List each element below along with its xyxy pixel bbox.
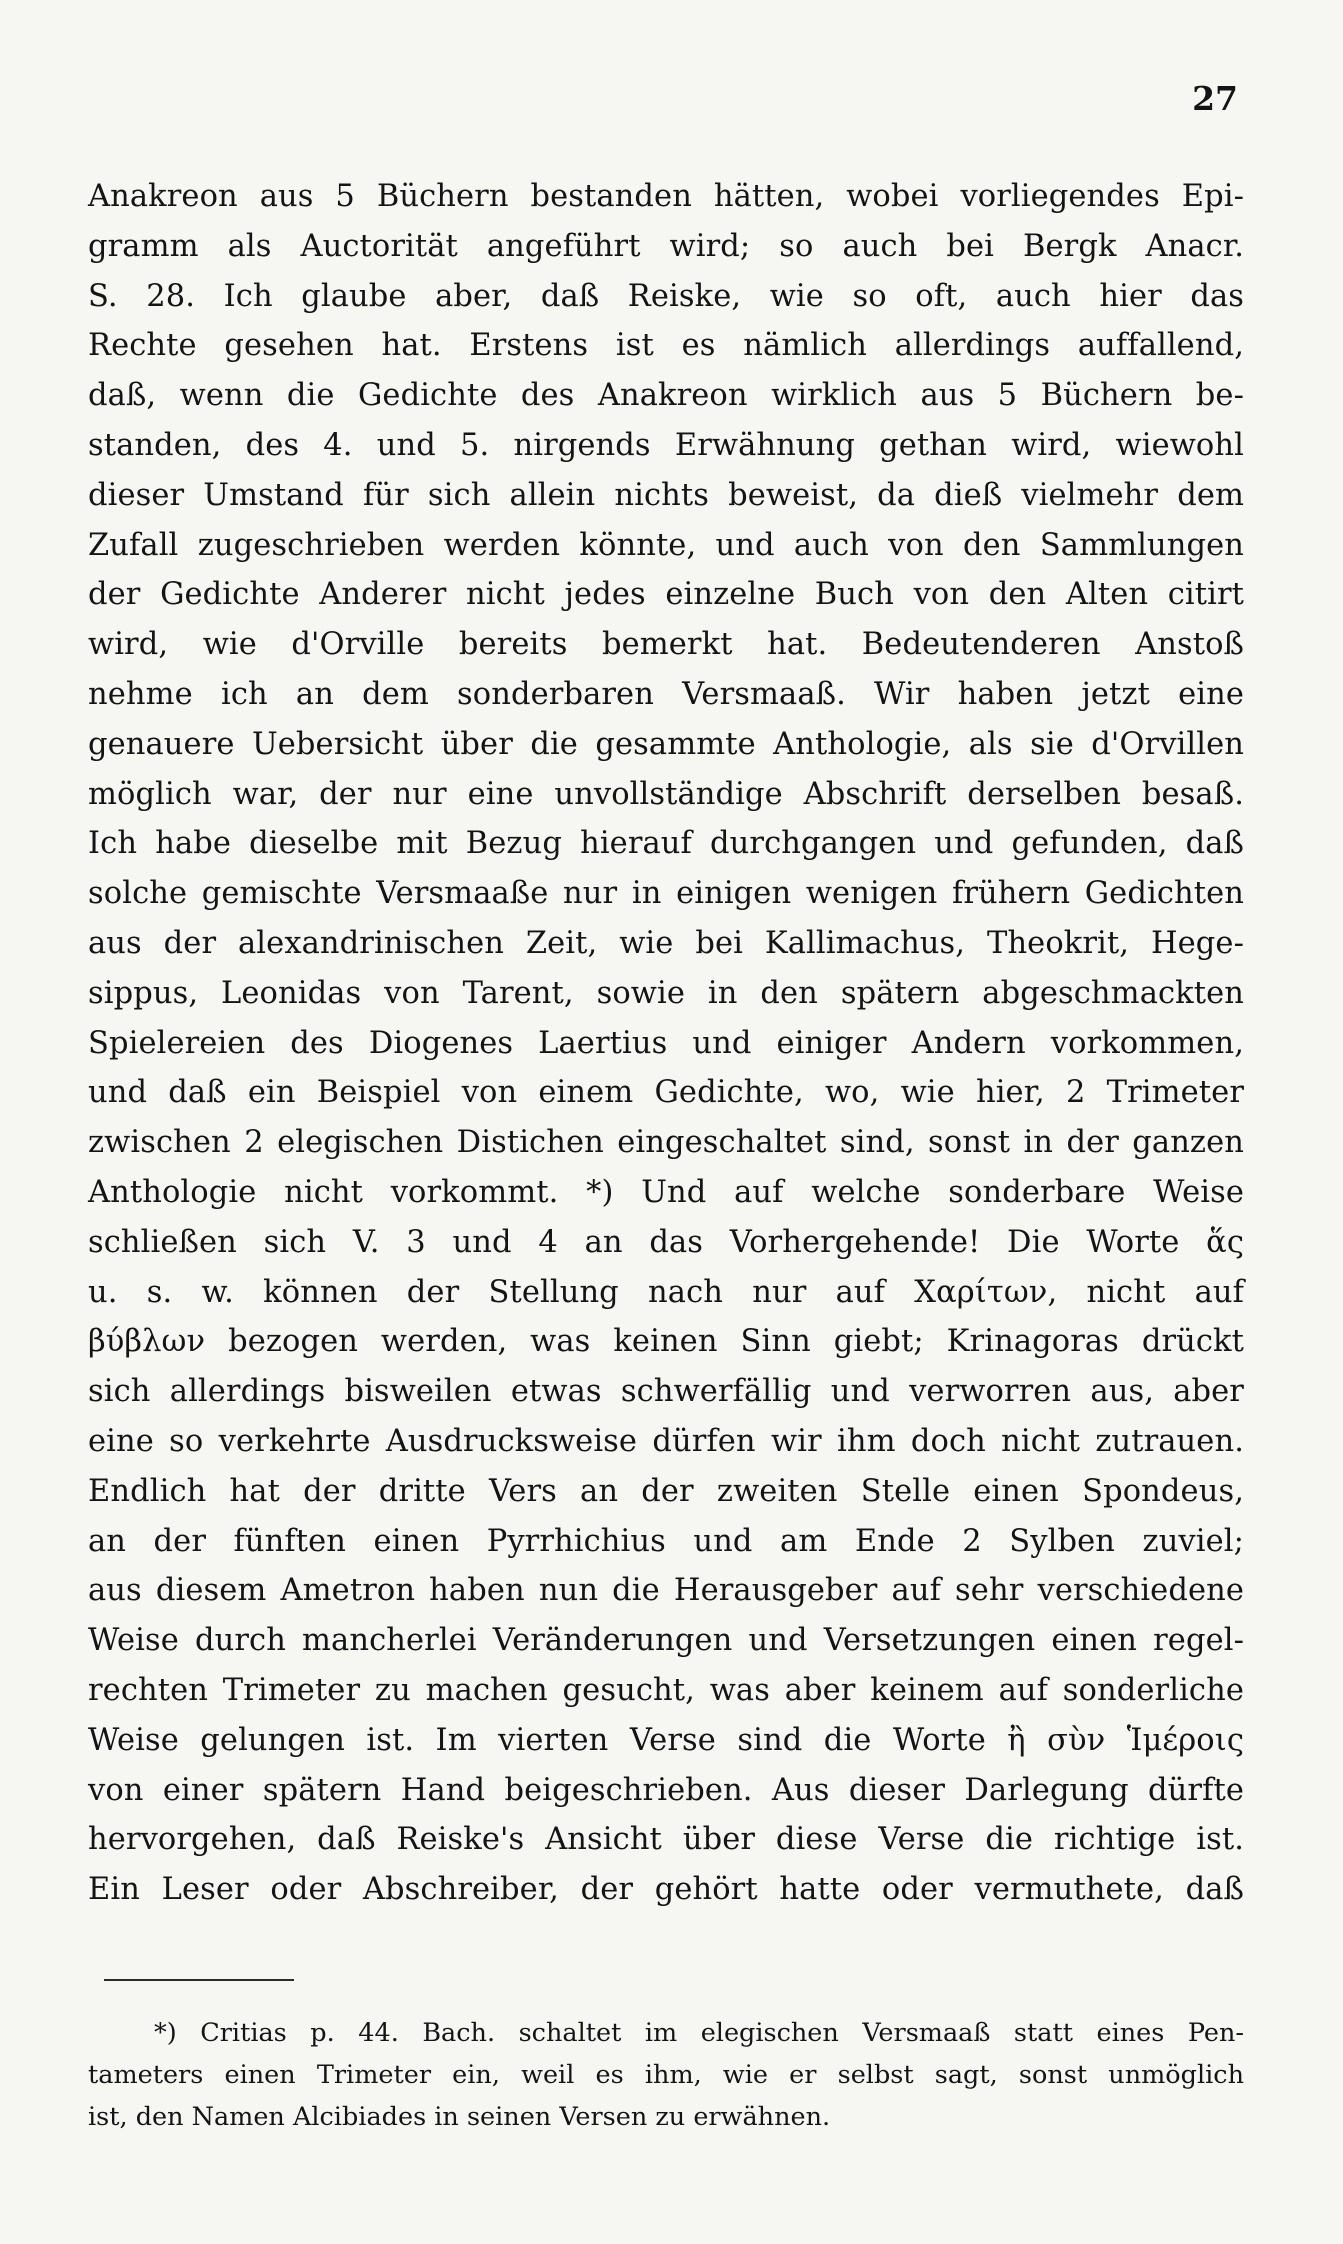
text-line: Rechte gesehen hat. Erstens ist es nämlich allerdings auffallend, (88, 328, 1244, 364)
text-line: solche gemischte Versmaaße nur in einigen wenigen frühern Gedichten (88, 876, 1244, 912)
text-line: gramm als Auctorität angeführt wird; so auch bei Bergk Anacr. (88, 228, 1244, 264)
page-number: 27 (1192, 79, 1238, 118)
text-line: eine so verkehrte Ausdrucksweise dürfen wir ihm doch nicht zutrauen. (88, 1423, 1244, 1459)
text-line: aus der alexandrinischen Zeit, wie bei Kallimachus, Theokrit, Hege- (88, 925, 1244, 961)
text-line: Anthologie nicht vorkommt. *) Und auf welche sonderbare Weise (88, 1174, 1244, 1210)
text-line: und daß ein Beispiel von einem Gedichte, wo, wie hier, 2 Trimeter (88, 1075, 1244, 1111)
text-line: Weise gelungen ist. Im vierten Verse sind die Worte ἢ σὺν Ἱμέροις (88, 1722, 1244, 1758)
text-line: βύβλων bezogen werden, was keinen Sinn giebt; Krinagoras drückt (88, 1324, 1244, 1360)
text-line: sich allerdings bisweilen etwas schwerfällig und verworren aus, aber (88, 1374, 1244, 1410)
text-line: Endlich hat der dritte Vers an der zweiten Stelle einen Spondeus, (88, 1473, 1244, 1509)
text-line: Anakreon aus 5 Büchern bestanden hätten, wobei vorliegendes Epi- (88, 179, 1244, 214)
text-line: schließen sich V. 3 und 4 an das Vorhergehende! Die Worte ἅς (88, 1224, 1244, 1260)
text-line: rechten Trimeter zu machen gesucht, was aber keinem auf sonderliche (88, 1672, 1244, 1708)
text-line: zwischen 2 elegischen Distichen eingeschaltet sind, sonst in der ganzen (88, 1125, 1244, 1161)
text-line: daß, wenn die Gedichte des Anakreon wirklich aus 5 Büchern be- (88, 378, 1244, 414)
text-line: Spielereien des Diogenes Laertius und einiger Andern vorkommen, (88, 1025, 1244, 1061)
text-line: hervorgehen, daß Reiske's Ansicht über diese Verse die richtige ist. (88, 1822, 1244, 1858)
text-line: der Gedichte Anderer nicht jedes einzelne Buch von den Alten citirt (88, 577, 1244, 613)
text-line: dieser Umstand für sich allein nichts beweist, da dieß vielmehr dem (88, 477, 1244, 513)
body-text (88, 172, 1244, 1915)
text-line: aus diesem Ametron haben nun die Herausgeber auf sehr verschiedene (88, 1573, 1244, 1609)
text-line: an der fünften einen Pyrrhichius und am Ende 2 Sylben zuviel; (88, 1523, 1244, 1559)
text-line: möglich war, der nur eine unvollständige Abschrift derselben besaß. (88, 776, 1244, 812)
footnote (88, 2012, 1244, 2138)
footnote-line: tameters einen Trimeter ein, weil es ihm, wie er selbst sagt, sonst unmöglich (88, 2060, 1244, 2090)
text-line: von einer spätern Hand beigeschrieben. Aus dieser Darlegung dürfte (88, 1772, 1244, 1808)
text-line: Ich habe dieselbe mit Bezug hierauf durchgangen und gefunden, daß (88, 826, 1244, 862)
text-line: Zufall zugeschrieben werden könnte, und auch von den Sammlungen (88, 527, 1244, 563)
text-line: sippus, Leonidas von Tarent, sowie in den spätern abgeschmackten (88, 975, 1244, 1011)
text-line: u. s. w. können der Stellung nach nur auf Χαρίτων, nicht auf (88, 1274, 1244, 1310)
text-line: nehme ich an dem sonderbaren Versmaaß. Wir haben jetzt eine (88, 676, 1244, 712)
text-line: standen, des 4. und 5. nirgends Erwähnung gethan wird, wiewohl (88, 427, 1244, 463)
text-line: genauere Uebersicht über die gesammte Anthologie, als sie d'Orvillen (88, 726, 1244, 762)
text-line: S. 28. Ich glaube aber, daß Reiske, wie so oft, auch hier das (88, 278, 1244, 314)
text-line: wird, wie d'Orville bereits bemerkt hat. Bedeutenderen Anstoß (88, 627, 1244, 663)
footnote-divider (104, 1979, 294, 1981)
text-line: Weise durch mancherlei Veränderungen und Versetzungen einen regel- (88, 1623, 1244, 1659)
footnote-line: *) Critias p. 44. Bach. schaltet im elegischen Versmaaß statt eines Pen- (154, 2018, 1244, 2048)
footnote-line: ist, den Namen Alcibiades in seinen Versen zu erwähnen. (88, 2102, 831, 2132)
text-line: Ein Leser oder Abschreiber, der gehört hatte oder vermuthete, daß (88, 1872, 1244, 1908)
